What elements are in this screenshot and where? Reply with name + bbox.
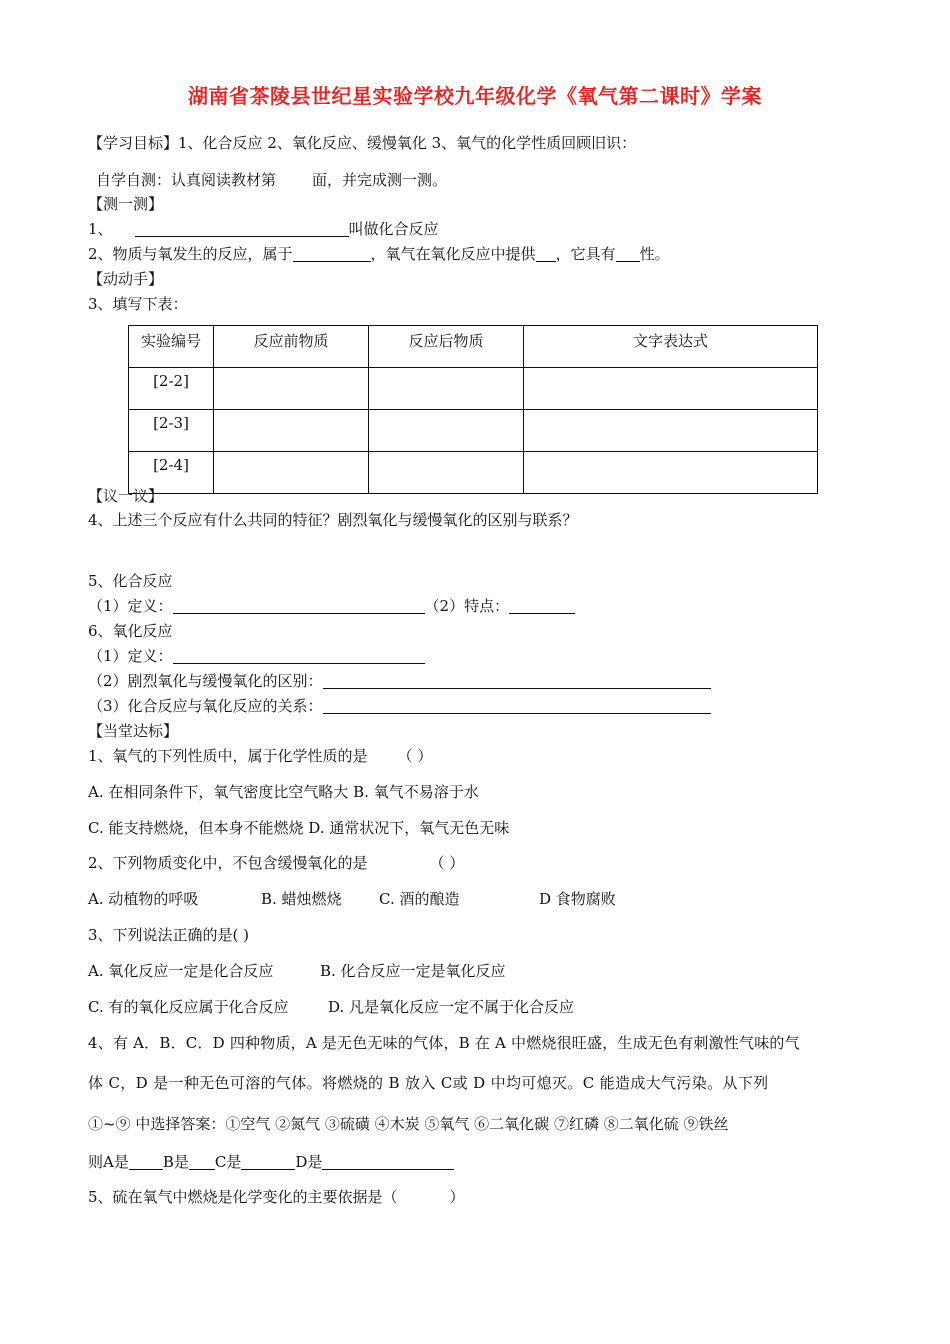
e4-c-blank[interactable] — [241, 1153, 295, 1170]
e2-answer-paren[interactable]: （ ） — [429, 854, 465, 872]
e4-a-label: 则A是 — [88, 1153, 129, 1171]
header-after: 反应后物质 — [369, 326, 524, 368]
e4-b-label: B是 — [162, 1153, 189, 1171]
q5-def-blank[interactable] — [173, 597, 425, 614]
q6-def-blank[interactable] — [173, 647, 425, 664]
exercise-1-options-c: C. 能支持燃烧，但本身不能燃烧 D. 通常状况下，氧气无色无味 — [88, 819, 510, 837]
table-cell[interactable] — [369, 452, 524, 494]
question-3: 3、填写下表： — [88, 295, 188, 313]
table-cell[interactable] — [214, 452, 369, 494]
table-cell[interactable] — [214, 368, 369, 410]
q6-relation-blank[interactable] — [323, 697, 711, 714]
q2-text-b: ，氧气在氧化反应中提供 — [370, 245, 536, 263]
table-cell[interactable] — [214, 410, 369, 452]
q2-text-a: 2、物质与氧发生的反应，属于 — [88, 245, 293, 263]
q5-feature-label: （2）特点： — [424, 597, 510, 615]
table-cell[interactable] — [524, 368, 818, 410]
q5-feature-blank[interactable] — [509, 597, 575, 614]
table-row — [129, 368, 818, 410]
q2-blank-1[interactable] — [293, 245, 371, 262]
e2-option-a: A. 动植物的呼吸 — [88, 890, 199, 908]
e2-stem: 2、下列物质变化中，不包含缓慢氧化的是 — [88, 854, 368, 872]
e4-a-blank[interactable] — [129, 1153, 163, 1170]
row-exp-id: [2-4] — [129, 452, 214, 494]
table-cell[interactable] — [524, 452, 818, 494]
exercise-4-line-1: 4、有 A．B．C．D 四种物质，A 是无色无味的气体，B 在 A 中燃烧很旺盛，生成无色有刺激性气味的气 — [88, 1034, 800, 1052]
e3-option-b: B. 化合反应一定是氧化反应 — [320, 962, 506, 980]
learning-objectives: 【学习目标】1、化合反应 2、氧化反应、缓慢氧化 3、氧气的化学性质回顾旧识： — [88, 134, 637, 152]
e4-d-blank[interactable] — [322, 1153, 454, 1170]
q1-blank[interactable] — [135, 220, 349, 237]
header-expression: 文字表达式 — [524, 326, 818, 368]
question-6-title: 6、氧化反应 — [88, 622, 173, 640]
q1-suffix: 叫做化合反应 — [348, 220, 439, 238]
e4-c-label: C是 — [214, 1153, 242, 1171]
e2-option-c: C. 酒的酿造 — [379, 890, 460, 908]
e5-stem: 5、硫在氧气中燃烧是化学变化的主要依据是（ — [88, 1188, 398, 1206]
question-4: 4、上述三个反应有什么共同的特征？剧烈氧化与缓慢氧化的区别与联系？ — [88, 511, 578, 529]
q2-text-c: ，它具有 — [555, 245, 616, 263]
e1-answer-paren[interactable]: （ ） — [397, 747, 433, 765]
table-header-row — [129, 326, 818, 368]
self-study-line — [96, 170, 447, 190]
table-row — [129, 452, 818, 494]
table-cell[interactable] — [369, 368, 524, 410]
e2-option-b: B. 蜡烛燃烧 — [261, 890, 342, 908]
exercise-1-options-a: A. 在相同条件下，氧气密度比空气略大 B. 氧气不易溶于水 — [88, 783, 479, 801]
question-6-diff — [88, 671, 711, 691]
question-5-body — [88, 596, 575, 616]
section-test: 【测一测】 — [88, 195, 164, 213]
section-in-class: 【当堂达标】 — [88, 722, 179, 740]
exercise-5-stem — [88, 1187, 465, 1207]
e4-b-blank[interactable] — [189, 1153, 215, 1170]
exercise-3-options-a — [88, 961, 506, 981]
e3-option-d: D. 凡是氧化反应一定不属于化合反应 — [328, 998, 575, 1016]
table-row — [129, 410, 818, 452]
q6-diff-label: （2）剧烈氧化与缓慢氧化的区别： — [88, 672, 323, 690]
exercise-3-stem: 3、下列说法正确的是( ) — [88, 926, 250, 944]
page-title: 湖南省茶陵县世纪星实验学校九年级化学《氧气第二课时》学案 — [188, 84, 762, 108]
e5-close-paren: ） — [449, 1188, 465, 1206]
experiment-table — [128, 325, 818, 494]
question-2 — [88, 244, 670, 264]
q2-blank-2[interactable] — [536, 245, 556, 262]
exercise-1-stem — [88, 746, 432, 766]
q6-relation-label: （3）化合反应与氧化反应的关系： — [88, 697, 323, 715]
question-6-relation — [88, 696, 711, 716]
self-study-prefix: 自学自测：认真阅读教材第 — [96, 171, 277, 189]
self-study-suffix: 面，并完成测一测。 — [312, 171, 448, 189]
question-1 — [88, 219, 439, 239]
e4-d-label: D是 — [295, 1153, 323, 1171]
q6-diff-blank[interactable] — [323, 672, 711, 689]
q1-number: 1、 — [88, 220, 113, 238]
row-exp-id: [2-2] — [129, 368, 214, 410]
question-5-title: 5、化合反应 — [88, 572, 173, 590]
exercise-4-answers — [88, 1152, 454, 1172]
q2-blank-3[interactable] — [616, 245, 640, 262]
question-6-def — [88, 646, 425, 666]
q6-def-label: （1）定义： — [88, 647, 173, 665]
exercise-2-options — [88, 889, 616, 909]
exercise-4-line-3: ①~⑨ 中选择答案：①空气 ②氮气 ③硫磺 ④木炭 ⑤氧气 ⑥二氧化碳 ⑦红磷 ⑧二氧化硫 ⑨铁丝 — [88, 1115, 729, 1133]
exercise-4-line-2: 体 C，D 是一种无色可溶的气体。将燃烧的 B 放入 C或 D 中均可熄灭。C 能造成大气污染。从下列 — [88, 1074, 769, 1092]
e2-option-d: D 食物腐败 — [539, 890, 616, 908]
exercise-2-stem — [88, 853, 464, 873]
header-before: 反应前物质 — [214, 326, 369, 368]
section-discuss: 【议一议】 — [88, 487, 164, 505]
row-exp-id: [2-3] — [129, 410, 214, 452]
e3-option-a: A. 氧化反应一定是化合反应 — [88, 962, 274, 980]
q5-def-label: （1）定义： — [88, 597, 173, 615]
exercise-3-options-c — [88, 997, 574, 1017]
table-cell[interactable] — [524, 410, 818, 452]
q2-text-d: 性。 — [639, 245, 670, 263]
header-exp-id: 实验编号 — [129, 326, 214, 368]
table-cell[interactable] — [369, 410, 524, 452]
e3-option-c: C. 有的氧化反应属于化合反应 — [88, 998, 289, 1016]
section-hands-on: 【动动手】 — [88, 270, 164, 288]
e1-stem: 1、氧气的下列性质中，属于化学性质的是 — [88, 747, 368, 765]
